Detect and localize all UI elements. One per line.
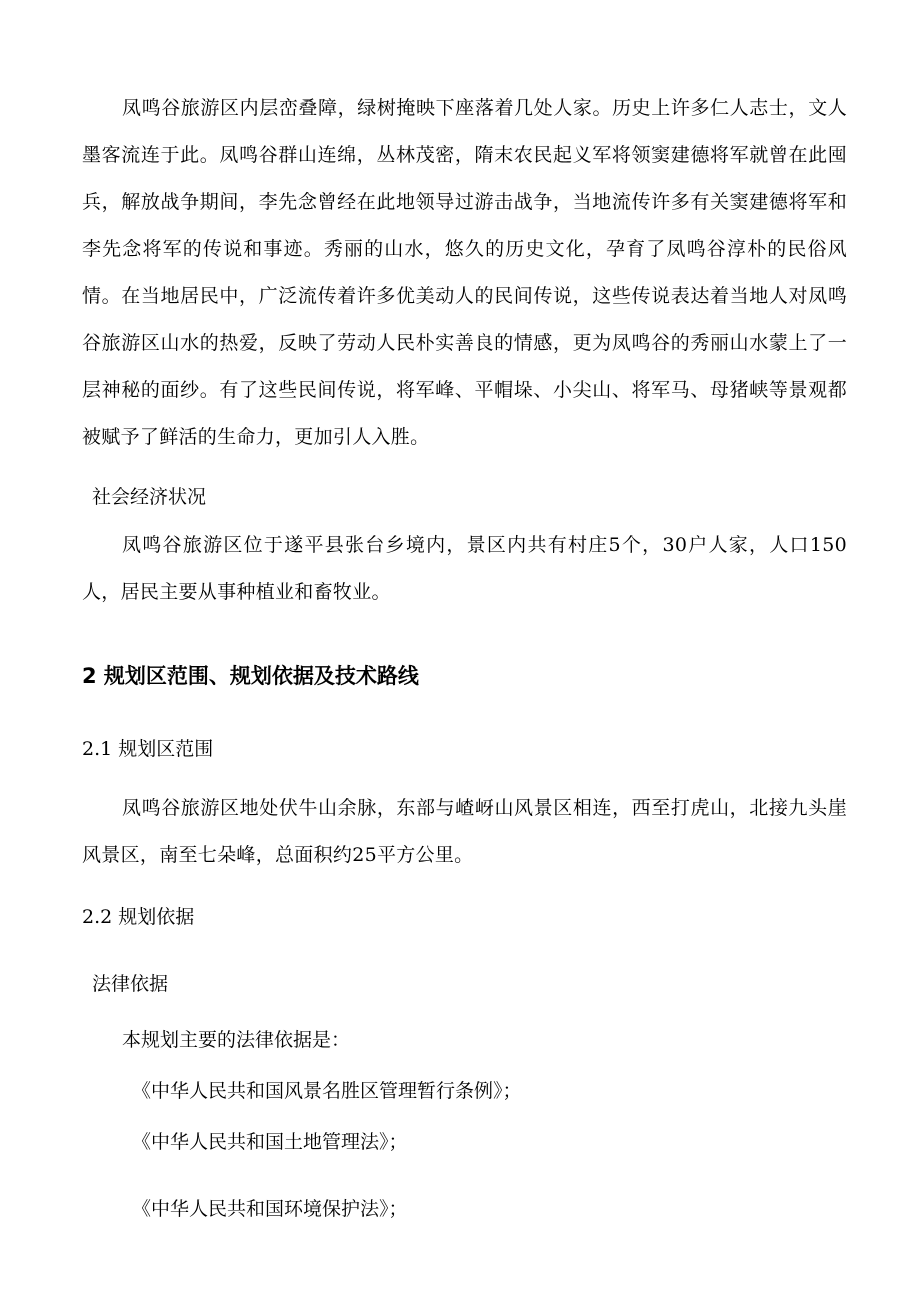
section-heading-2-1: 2.1 规划区范围 [82, 738, 214, 760]
history-paragraph: 凤鸣谷旅游区内层峦叠障，绿树掩映下座落着几处人家。历史上许多仁人志士，文人墨客流连于此。凤鸣谷群山连绵，丛林茂密，隋末农民起义军将领窦建德将军就曾在此囤兵，解放战争期间，李先念曾经在此地领导过游击战争，当地流传许多有关窦建德将军和李先念将军的传说和事迹。秀丽的山水，悠久的历史文化，孕育了凤鸣谷淳朴的民俗风情。在当地居民中，广泛流传着许多优美动人的民间传说，这些传说表达着当地人对凤鸣谷旅游区山水的热爱，反映了劳动人民朴实善良的情感，更为凤鸣谷的秀丽山水蒙上了一层神秘的面纱。有了这些民间传说，将军峰、平帽垛、小尖山、将军马、母猪峡等景观都被赋予了鲜活的生命力，更加引人入胜。 [82, 97, 847, 448]
law-item-2: 《中华人民共和国土地管理法》； [132, 1131, 408, 1153]
section-heading-2-2: 2.2 规划依据 [82, 906, 195, 928]
subheading-legal-basis: 法律依据 [92, 973, 169, 995]
subheading-social-economy: 社会经济状况 [92, 486, 207, 508]
law-item-1: 《中华人民共和国风景名胜区管理暂行条例》； [132, 1080, 522, 1102]
social-economy-paragraph: 凤鸣谷旅游区位于遂平县张台乡境内，景区内共有村庄5个，30户人家，人口150人，居民主要从事种植业和畜牧业。 [82, 534, 847, 603]
section-heading-2: 2 规划区范围、规划依据及技术路线 [82, 664, 419, 688]
legal-basis-intro: 本规划主要的法律依据是： [122, 1029, 351, 1051]
law-item-3: 《中华人民共和国环境保护法》； [132, 1198, 408, 1220]
planning-area-paragraph: 凤鸣谷旅游区地处伏牛山余脉，东部与嵖岈山风景区相连，西至打虎山，北接九头崖风景区，南至七朵峰，总面积约25平方公里。 [82, 797, 847, 866]
